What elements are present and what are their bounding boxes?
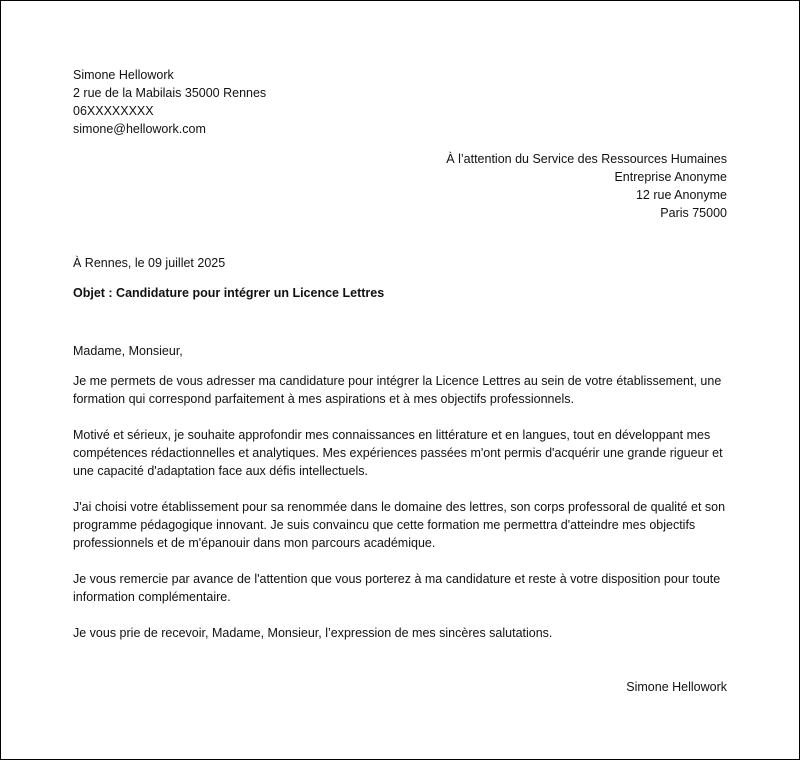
signature: Simone Hellowork: [626, 680, 727, 694]
letter-body: [73, 342, 733, 660]
body-paragraph-1: Je me permets de vous adresser ma candidature pour intégrer la Licence Lettres au sein de votre établissement, une formation qui correspond parfaitement à mes aspirations et à mes objectifs professionnels.: [73, 374, 722, 406]
body-paragraph-4: Je vous remercie par avance de l'attention que vous porterez à ma candidature et reste à votre disposition pour toute information complémentaire.: [73, 572, 721, 604]
recipient-street: 12 rue Anonyme: [635, 188, 727, 202]
letter-subject: Objet : Candidature pour intégrer un Licence Lettres: [73, 286, 385, 300]
sender-email: simone@hellowork.com: [73, 122, 206, 136]
recipient-company: Entreprise Anonyme: [614, 170, 727, 184]
sender-name: Simone Hellowork: [73, 68, 174, 82]
recipient-city: Paris 75000: [660, 206, 727, 220]
sender-address: 2 rue de la Mabilais 35000 Rennes: [73, 86, 267, 100]
sender-phone: 06XXXXXXXX: [73, 104, 154, 118]
body-paragraph-2: Motivé et sérieux, je souhaite approfondir mes connaissances en littérature et en langues, tout en développant mes compétences rédactionnelles et analytiques. Mes expériences passées m'ont permis d'acquérir une grande rigueur et une capacité d'adaptation face aux défis intellectuels.: [73, 428, 723, 478]
greeting: Madame, Monsieur,: [73, 344, 183, 358]
body-paragraph-3: J'ai choisi votre établissement pour sa renommée dans le domaine des lettres, son corps professoral de qualité et son programme pédagogique innovant. Je suis convaincu que cette formation me permettra d'atteindre mes objectifs professionnels et de m'épanouir dans mon parcours académique.: [73, 500, 726, 550]
sender-block: [73, 66, 473, 138]
closing-paragraph: Je vous prie de recevoir, Madame, Monsieur, l’expression de mes sincères salutations.: [73, 626, 553, 640]
recipient-block: [307, 150, 727, 222]
recipient-attention: À l’attention du Service des Ressources Humaines: [446, 152, 727, 166]
letter-date: À Rennes, le 09 juillet 2025: [73, 256, 226, 270]
